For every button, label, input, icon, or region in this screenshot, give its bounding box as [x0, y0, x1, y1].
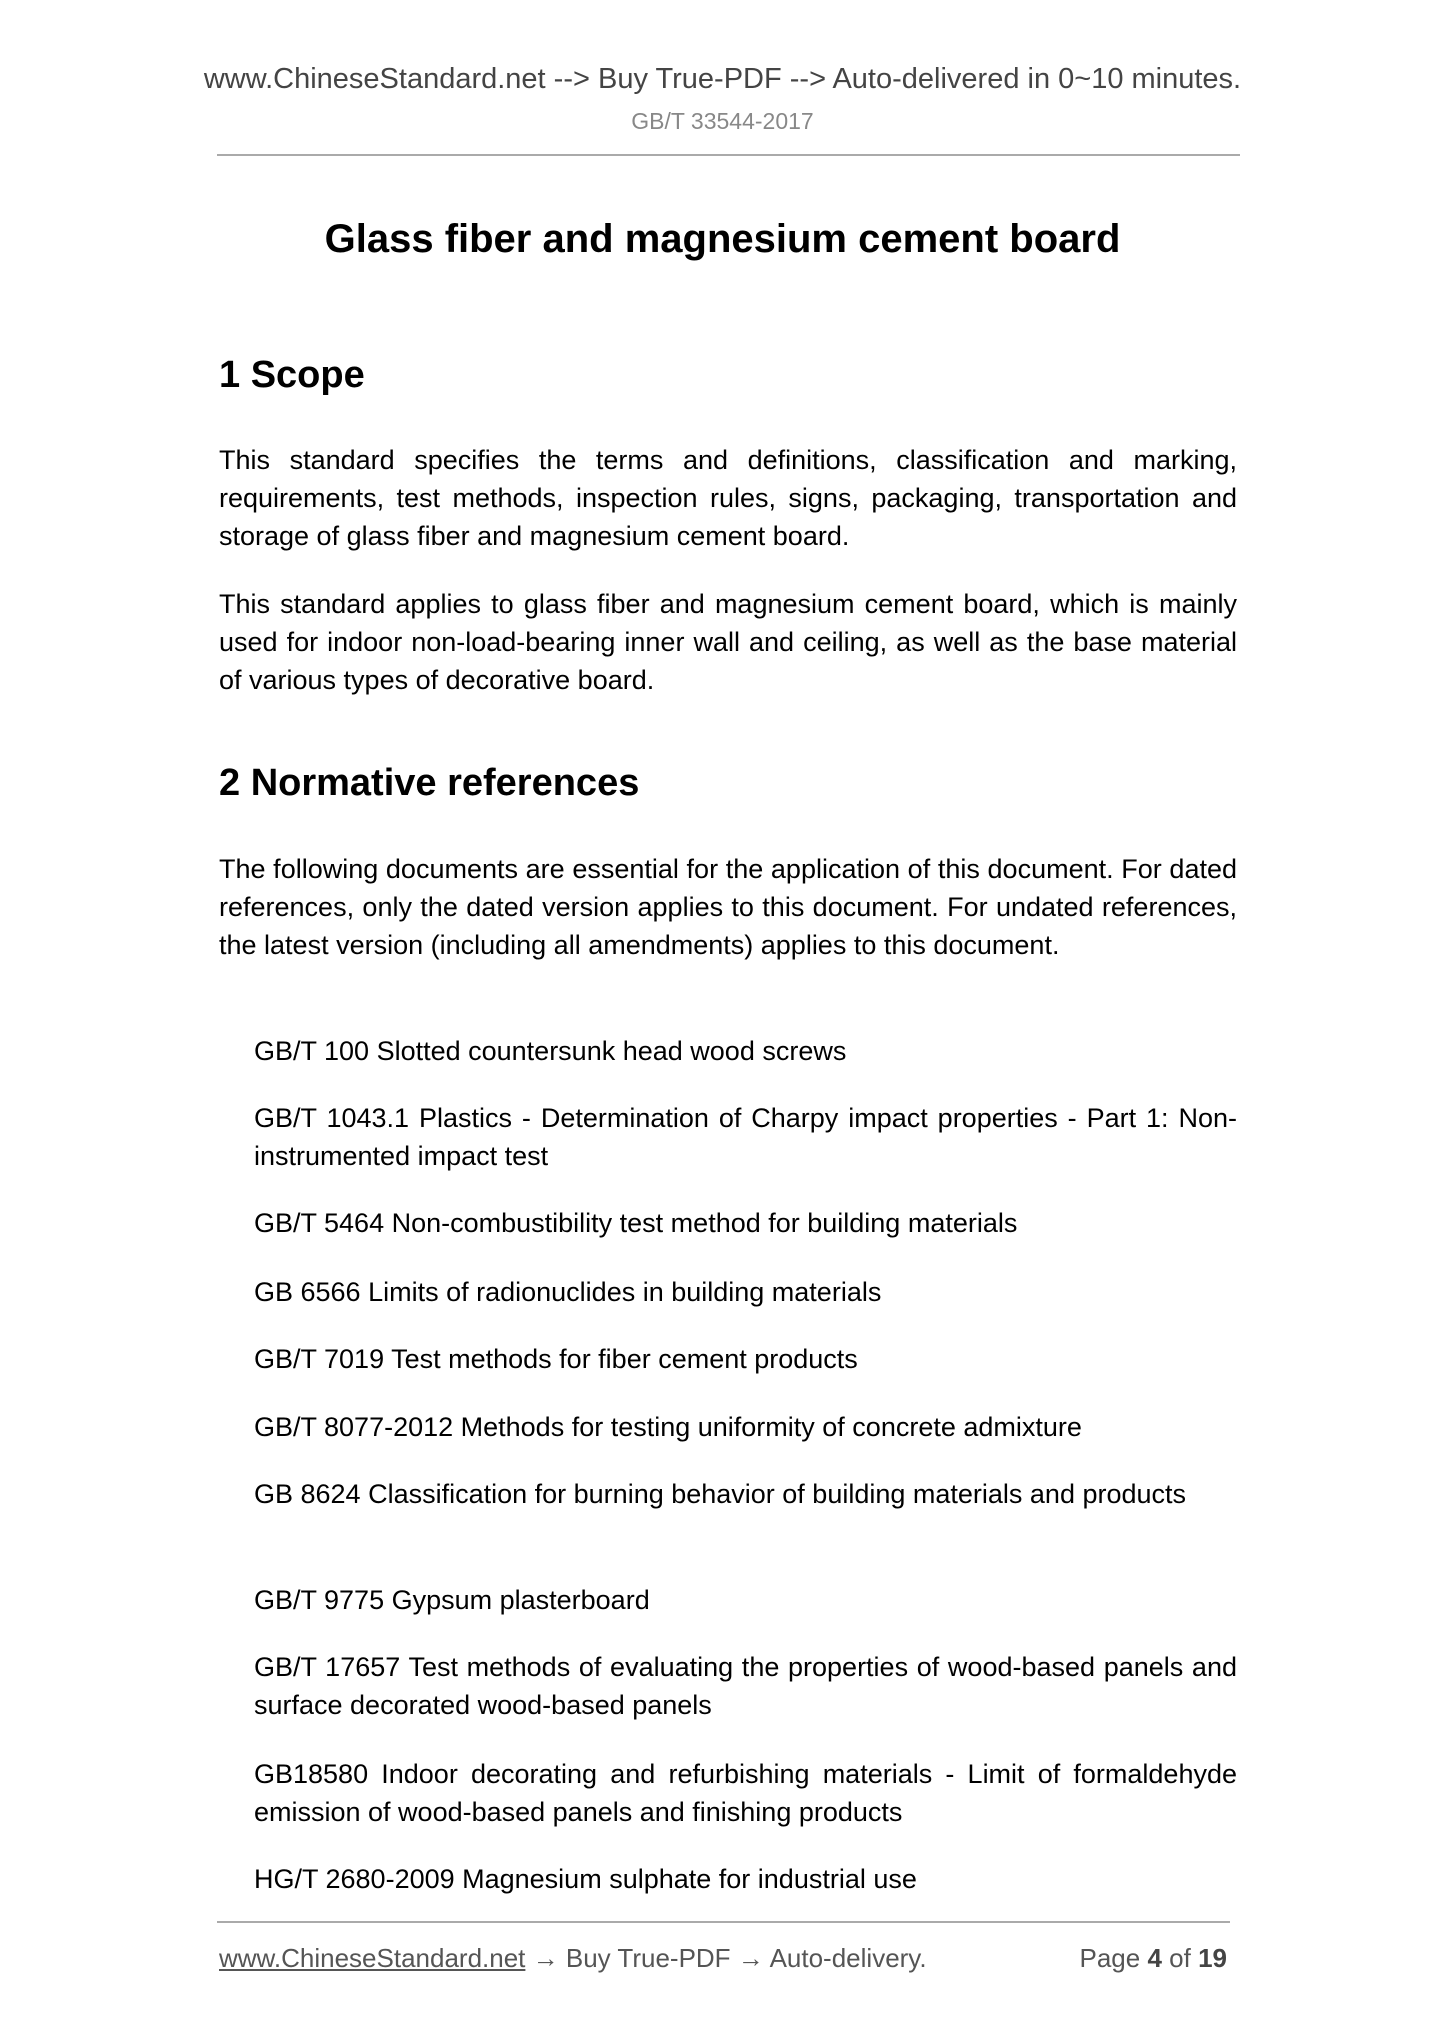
page-label: Page: [1079, 1943, 1141, 1973]
reference-item: GB/T 1043.1 Plastics - Determination of Charpy impact properties - Part 1: Non-instrumented impact test: [254, 1103, 1237, 1171]
reference-item: GB/T 7019 Test methods for fiber cement products: [254, 1344, 858, 1374]
footer-divider: [217, 1921, 1230, 1923]
section-heading-normative-references: 2 Normative references: [219, 762, 640, 804]
header-banner: www.ChineseStandard.net --> Buy True-PDF --> Auto-delivered in 0~10 minutes.: [203, 63, 1242, 95]
page-indicator: [1079, 1940, 1227, 1976]
paragraph: The following documents are essential for the application of this document. For dated references, only the dated version applies to this document. For undated references, the latest version (including all amendments) applies to this document.: [219, 854, 1237, 960]
page-number: 4: [1147, 1943, 1162, 1973]
reference-item: HG/T 2680-2009 Magnesium sulphate for industrial use: [254, 1864, 917, 1894]
reference-item: GB/T 9775 Gypsum plasterboard: [254, 1585, 650, 1615]
reference-item: GB 6566 Limits of radionuclides in building materials: [254, 1277, 882, 1307]
reference-item: GB/T 17657 Test methods of evaluating the properties of wood-based panels and surface decorated wood-based panels: [254, 1652, 1237, 1720]
reference-item: GB18580 Indoor decorating and refurbishing materials - Limit of formaldehyde emission of wood-based panels and finishing products: [254, 1759, 1237, 1827]
of-label: of: [1169, 1943, 1191, 1973]
header-divider: [217, 154, 1240, 156]
footer: [219, 1940, 1227, 1976]
reference-item: GB 8624 Classification for burning behavior of building materials and products: [254, 1479, 1187, 1509]
document-title: Glass fiber and magnesium cement board: [324, 217, 1121, 261]
reference-item: GB/T 5464 Non-combustibility test method for building materials: [254, 1208, 1018, 1238]
paragraph: This standard applies to glass fiber and magnesium cement board, which is mainly used for indoor non-load-bearing inner wall and ceiling, as well as the base material of various types of decorative board.: [219, 589, 1237, 695]
standard-code: GB/T 33544-2017: [631, 108, 814, 134]
page-total: 19: [1198, 1943, 1227, 1973]
footer-text: → Buy True-PDF → Auto-delivery.: [525, 1943, 927, 1973]
footer-left: [219, 1940, 927, 1976]
reference-item: GB/T 100 Slotted countersunk head wood screws: [254, 1036, 847, 1066]
footer-link[interactable]: www.ChineseStandard.net: [219, 1943, 526, 1973]
section-heading-scope: 1 Scope: [219, 354, 365, 396]
reference-item: GB/T 8077-2012 Methods for testing uniformity of concrete admixture: [254, 1412, 1082, 1442]
paragraph: This standard specifies the terms and definitions, classification and marking, requirements, test methods, inspection rules, signs, packaging, transportation and storage of glass fiber and magnesium cement board.: [219, 445, 1237, 551]
